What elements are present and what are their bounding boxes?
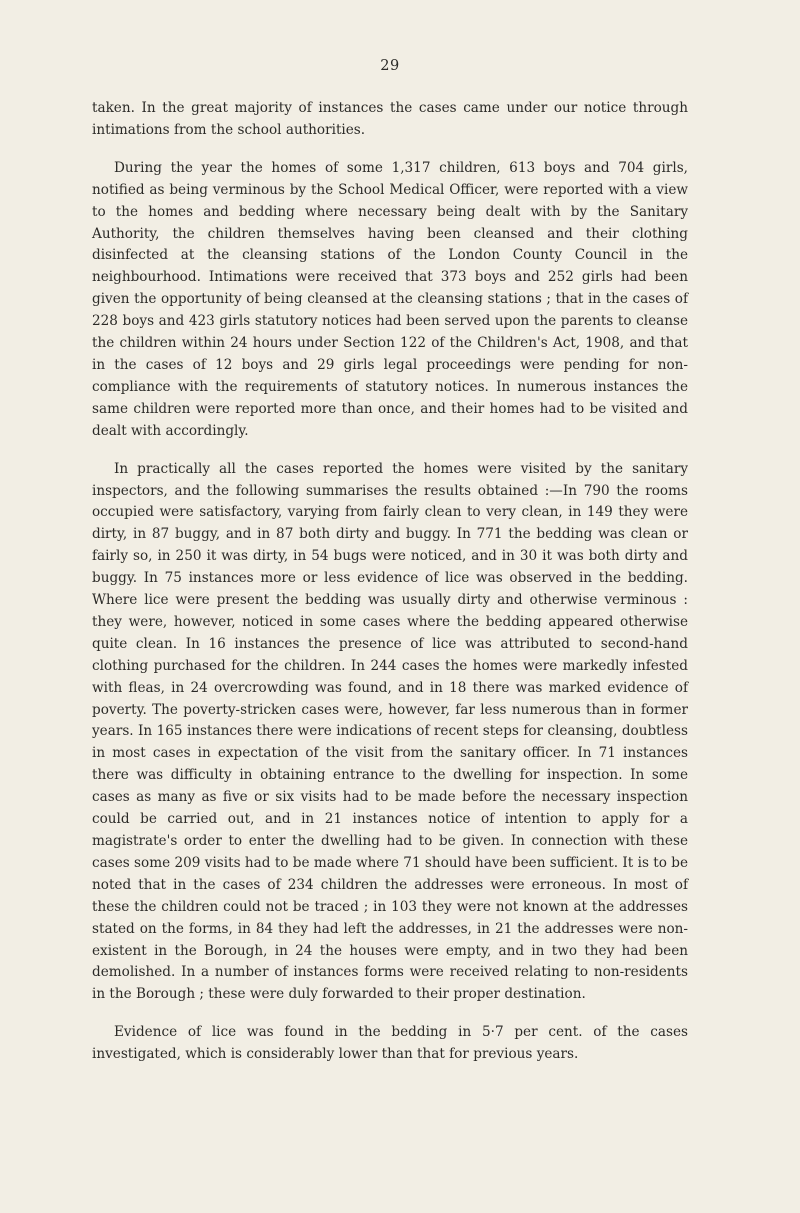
paragraph-lice-evidence: Evidence of lice was found in the bedding in 5·7 per cent. of the cases investigated, which is considerably lower than that for previous years. <box>92 1024 688 1063</box>
paragraph-verminous-homes: During the year the homes of some 1,317 children, 613 boys and 704 girls, notified as being verminous by the School Medical Officer, were reported with a view to the homes and bedding where necessary being dealt with by the Sanitary Authority, the children themselves having been cleansed and their clothing disinfected at the cleansing stations of the London County Council in the neighbourhood. Intimations were received that 373 boys and 252 girls had been given the opportunity of being cleansed at the cleansing stations ; that in the cases of 228 boys and 423 girls statutory notices had been served upon the parents to cleanse the children within 24 hours under Section 122 of the Children's Act, 1908, and that in the cases of 12 boys and 29 girls legal proceedings were pending for non-compliance with the requirements of statutory notices. In numerous instances the same children were reported more than once, and their homes had to be visited and dealt with accordingly. <box>92 159 688 439</box>
page-number: 29 <box>380 58 400 74</box>
paragraph-continuation: taken. In the great majority of instances the cases came under our notice through intimations from the school authorities. <box>92 100 688 138</box>
paragraph-inspection-results: In practically all the cases reported the homes were visited by the sanitary inspectors, and the following summarises the results obtained :—In 790 the rooms occupied were satisfactory, varying from fairly clean to very clean, in 149 they were dirty, in 87 buggy, and in 87 both dirty and buggy. In 771 the bedding was clean or fairly so, in 250 it was dirty, in 54 bugs were noticed, and in 30 it was both dirty and buggy. In 75 instances more or less evidence of lice was observed in the bedding. Where lice were present the bedding was usually dirty and otherwise verminous : they were, however, noticed in some cases where the bedding appeared otherwise quite clean. In 16 instances the presence of lice was attributed to second-hand clothing purchased for the children. In 244 cases the homes were markedly infested with fleas, in 24 overcrowding was found, and in 18 there was marked evidence of poverty. The poverty-stricken cases were, however, far less numerous than in former years. In 165 instances there were indications of recent steps for cleansing, doubtless in most cases in expectation of the visit from the sanitary officer. In 71 instances there was difficulty in obtaining entrance to the dwelling for inspection. In some cases as many as five or six visits had to be made before the necessary inspection could be carried out, and in 21 instances notice of intention to apply for a magistrate's order to enter the dwelling had to be given. In connection with these cases some 209 visits had to be made where 71 should have been sufficient. It is to be noted that in the cases of 234 children the addresses were erroneous. In most of these the children could not be traced ; in 103 they were not known at the addresses stated on the forms, in 84 they had left the addresses, in 21 the addresses were non-existent in the Borough, in 24 the houses were empty, and in two they had been demolished. In a number of instances forms were received relating to non-residents in the Borough ; these were duly forwarded to their proper destination. <box>92 460 688 1003</box>
